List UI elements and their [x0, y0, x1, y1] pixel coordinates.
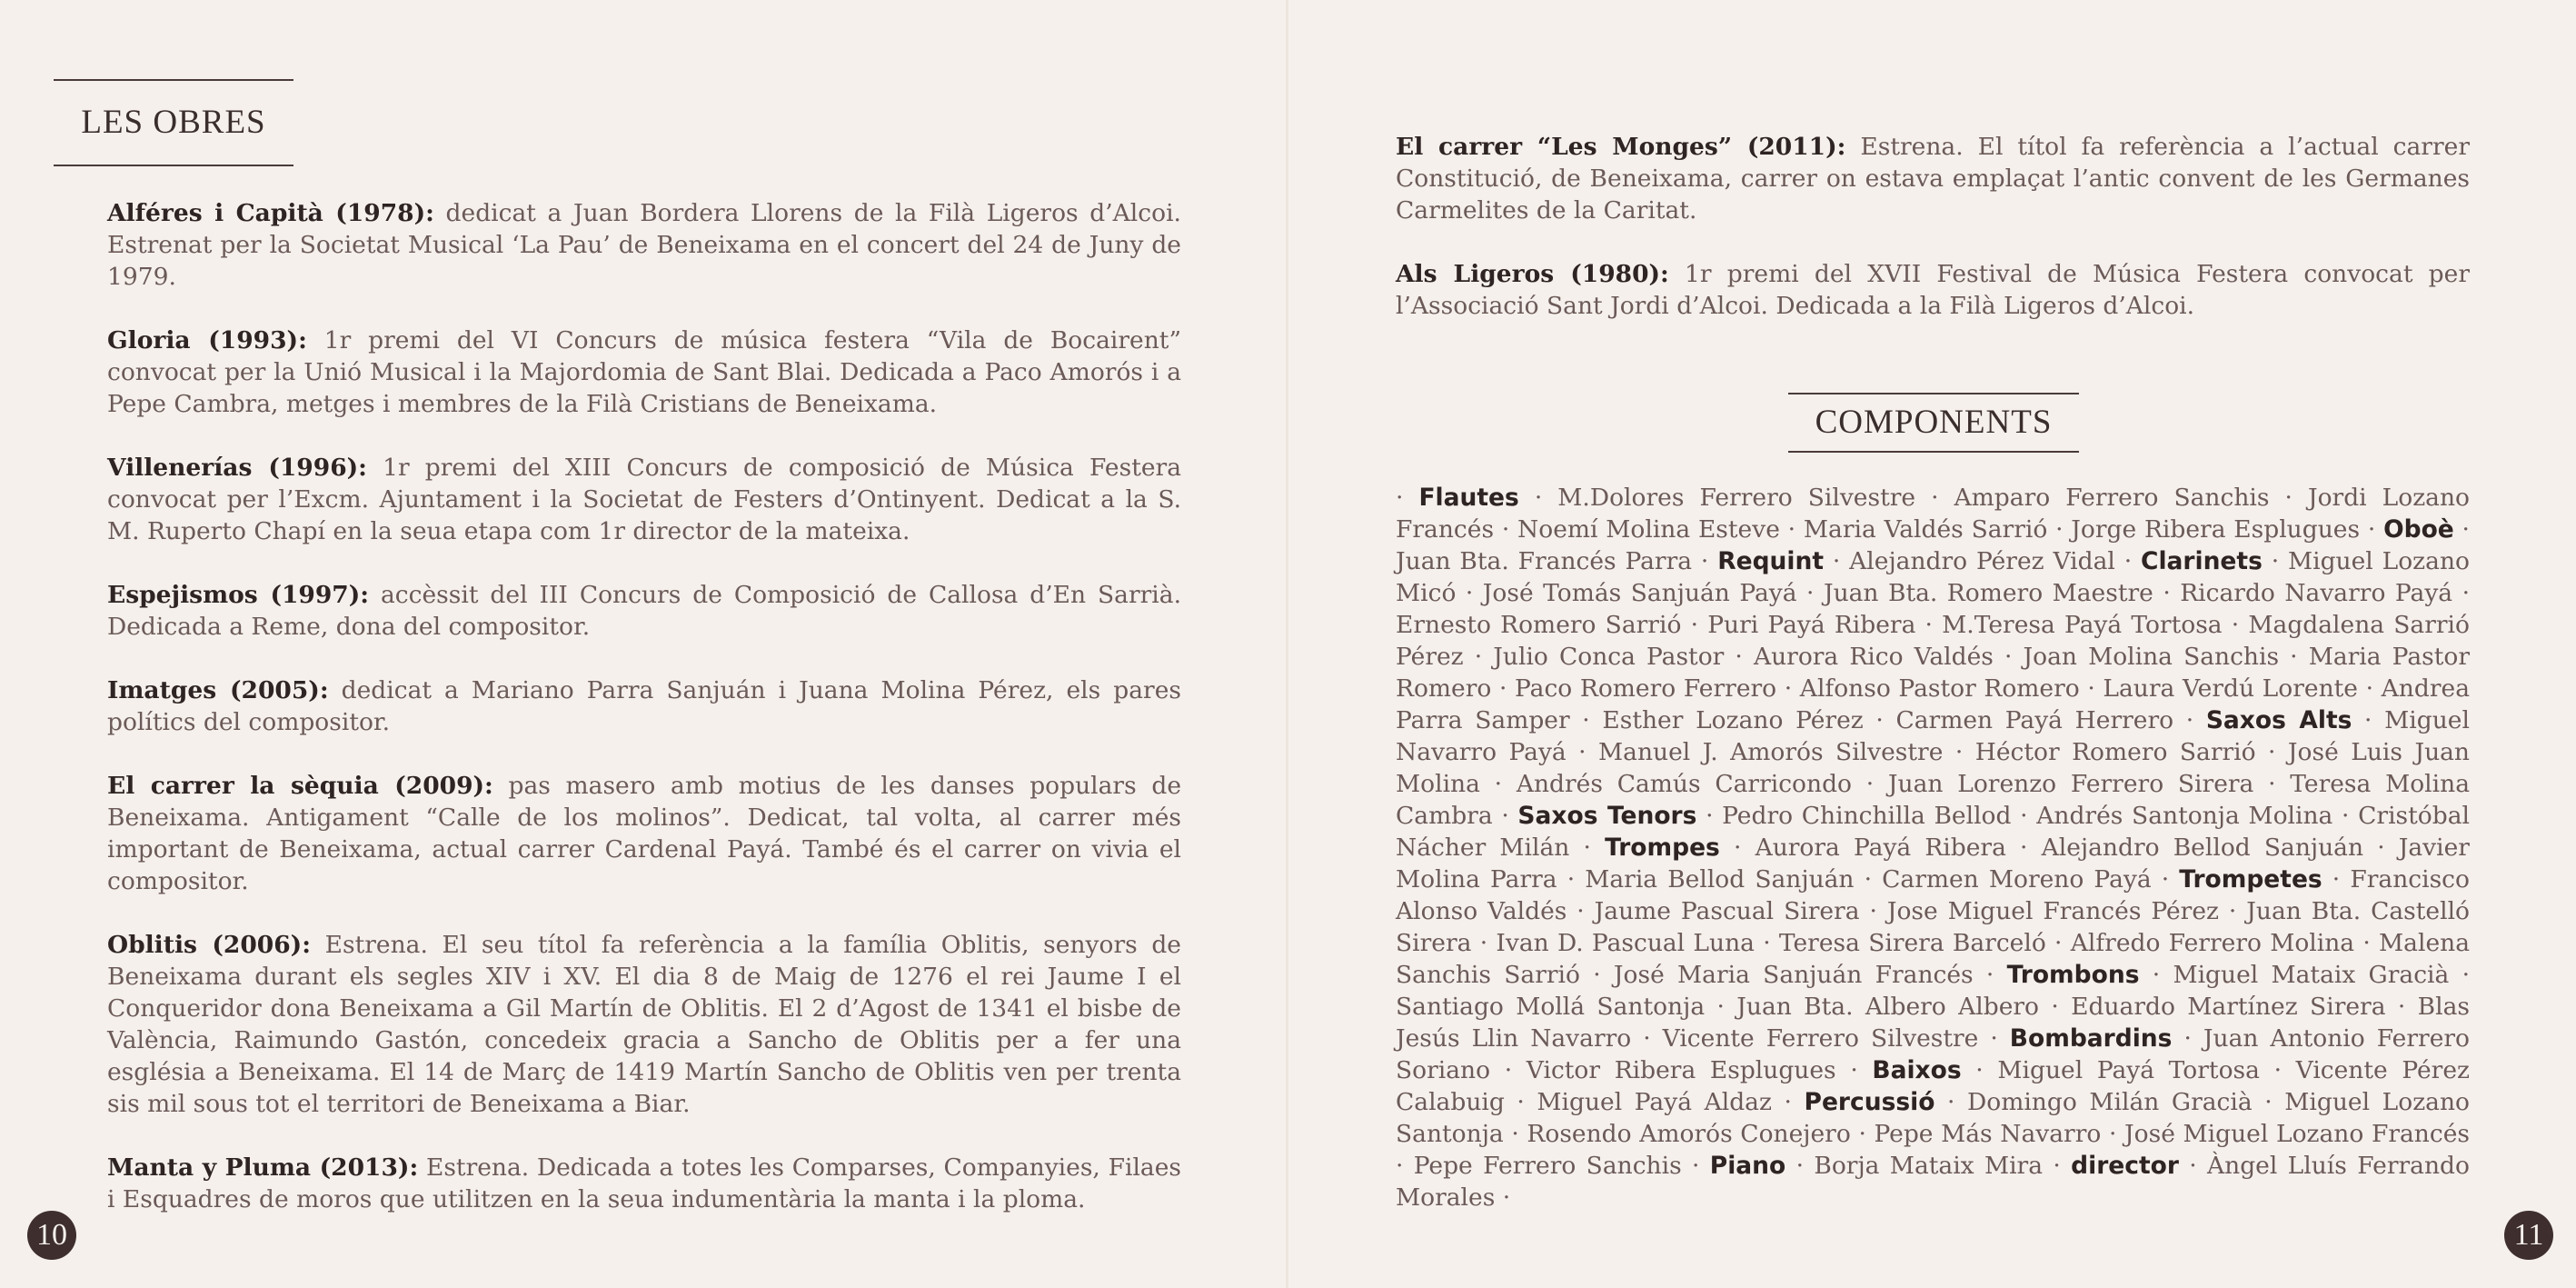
- work-title: Alféres i Capità (1978):: [107, 199, 434, 227]
- work-title: Espejismos (1997):: [107, 581, 370, 609]
- separator: ·: [2178, 1152, 2207, 1180]
- member-names: Miguel Navarro Payá · Manuel J. Amorós Silvestre · Héctor Romero Sarrió · José Luis Juan Molina · Andrés Camús Carricondo · Juan Lorenzo Ferrero Sirera · Teresa Molina Cambra: [1396, 706, 2470, 830]
- member-names: Miguel Mataix Gracià · Santiago Mollá Santonja · Juan Bta. Albero Albero · Eduardo Martínez Sirera · Blas Jesús Llin Navarro · Vicente Ferrero Silvestre: [1396, 961, 2470, 1053]
- separator: ·: [1501, 802, 1518, 830]
- separator: ·: [2123, 547, 2141, 575]
- work-entry: [107, 1152, 1181, 1215]
- work-title: Villenerías (1996):: [107, 454, 367, 482]
- separator: ·: [2185, 706, 2206, 734]
- member-names: Borja Mataix Mira: [1814, 1152, 2054, 1180]
- work-entry: [107, 674, 1181, 738]
- work-title: El carrer la sèquia (2009):: [107, 772, 493, 800]
- section-heading-text: LES OBRES: [81, 104, 266, 141]
- section-heading-components: [1788, 393, 2079, 453]
- work-entry: [107, 324, 1181, 420]
- instrument-section: Baixos: [1872, 1056, 1962, 1084]
- instrument-section: Oboè: [2383, 515, 2454, 544]
- separator: ·: [2322, 865, 2351, 894]
- member-names: Miguel Payá Tortosa · Vicente Pérez Calabuig · Miguel Payá Aldaz: [1396, 1056, 2470, 1116]
- separator: ·: [2053, 1152, 2072, 1180]
- work-title: El carrer “Les Monges” (2011):: [1396, 133, 1846, 161]
- separator: ·: [2262, 547, 2288, 575]
- separator: ·: [1518, 484, 1558, 512]
- work-description: 1r premi del XVII Festival de Música Festera convocat per l’Associació Sant Jordi d’Alcoi. Dedicada a la Filà Ligeros d’Alcoi.: [1396, 260, 2470, 320]
- instrument-section: Requint: [1717, 547, 1825, 575]
- member-names: Francisco Alonso Valdés · Jaume Pascual Sirera · Jose Miguel Francés Pérez · Juan Bta. Castelló Sirera · Ivan D. Pascual Luna · Teresa Sirera Barceló · Alfredo Ferrero Molina · Malena Sanchis Sarrió · José Maria Sanjuán Francés: [1396, 865, 2470, 989]
- separator: ·: [1985, 961, 2007, 989]
- separator: ·: [2161, 865, 2180, 894]
- separator: ·: [1824, 547, 1850, 575]
- section-heading-les-obres: [54, 79, 293, 166]
- instrument-section: Trompetes: [2179, 865, 2322, 894]
- work-description: 1r premi del XIII Concurs de composició de Música Festera convocat per l’Excm. Ajuntament i la Societat de Festers d’Ontinyent. Dedicat a la S. M. Ruperto Chapí en la seua etapa com 1r director de la mateixa.: [107, 454, 1181, 545]
- work-entry: [1396, 131, 2470, 226]
- work-entry: [107, 579, 1181, 643]
- work-description: dedicat a Mariano Parra Sanjuán i Juana Molina Pérez, els pares polítics del compositor.: [107, 676, 1181, 736]
- separator: ·: [1990, 1024, 2010, 1053]
- page-number: 11: [2504, 1211, 2553, 1260]
- page-number: 10: [27, 1211, 76, 1260]
- work-title: Als Ligeros (1980):: [1396, 260, 1669, 288]
- separator: ·: [1692, 1152, 1710, 1180]
- separator: ·: [1696, 802, 1723, 830]
- separator: ·: [1961, 1056, 1998, 1084]
- member-names: Juan Antonio Ferrero Soriano · Victor Ribera Esplugues: [1396, 1024, 2470, 1084]
- work-description: 1r premi del VI Concurs de música festera “Vila de Bocairent” convocat per la Unió Musical i la Majordomia de Sant Blai. Dedicada a Paco Amorós i a Pepe Cambra, metges i membres de la Filà Cristians de Beneixama.: [107, 326, 1181, 418]
- work-title: Imatges (2005):: [107, 676, 329, 704]
- work-entry: [1396, 258, 2470, 322]
- separator: ·: [1583, 834, 1606, 862]
- instrument-section: Clarinets: [2141, 547, 2263, 575]
- components-list: [1396, 482, 2470, 1213]
- left-page: [0, 0, 1286, 1288]
- separator: ·: [1719, 834, 1755, 862]
- instrument-section: Flautes: [1418, 484, 1519, 512]
- section-heading-text: COMPONENTS: [1815, 404, 2053, 441]
- work-description: Estrena. Dedicada a totes les Comparses, Companyies, Filaes i Esquadres de moros que utilitzen en la seua indumentària la manta i la ploma.: [107, 1153, 1181, 1213]
- separator: ·: [2367, 515, 2384, 544]
- member-names: Juan Bta. Francés Parra: [1396, 547, 1701, 575]
- works-list-continued: [1396, 131, 2470, 354]
- work-description: pas masero amb motius de les danses populars de Beneixama. Antigament “Calle de los molinos”. Dedicat, tal volta, al carrer més important de Beneixama, actual carrer Cardenal Payá. També és el carrer on vivia el compositor.: [107, 772, 1181, 895]
- work-entry: [107, 929, 1181, 1120]
- separator: ·: [1396, 484, 1419, 512]
- separator: ·: [1850, 1056, 1873, 1084]
- instrument-section: director: [2071, 1152, 2179, 1180]
- right-page: [1288, 0, 2576, 1288]
- work-description: dedicat a Juan Bordera Llorens de la Filà Ligeros d’Alcoi. Estrenat per la Societat Musical ‘La Pau’ de Beneixama en el concert del 24 de Juny de 1979.: [107, 199, 1181, 291]
- separator: ·: [2172, 1024, 2203, 1053]
- member-names: Alejandro Pérez Vidal: [1849, 547, 2124, 575]
- separator: ·: [2352, 706, 2385, 734]
- member-names: Domingo Milán Gracià · Miguel Lozano Santonja · Rosendo Amorós Conejero · Pepe Más Navarro · José Miguel Lozano Francés · Pepe Ferrero Sanchis: [1396, 1088, 2470, 1180]
- member-names: Aurora Payá Ribera · Alejandro Bellod Sanjuán · Javier Molina Parra · Maria Bellod Sanjuán · Carmen Moreno Payá: [1396, 834, 2470, 894]
- work-title: Gloria (1993):: [107, 326, 307, 354]
- work-entry: [107, 197, 1181, 293]
- member-names: Àngel Lluís Ferrando Morales ·: [1396, 1152, 2470, 1212]
- separator: ·: [2453, 515, 2470, 544]
- work-description: accèssit del III Concurs de Composició de Callosa d’En Sarrià. Dedicada a Reme, dona del compositor.: [107, 581, 1181, 641]
- instrument-section: Saxos Alts: [2205, 706, 2352, 734]
- separator: ·: [1934, 1088, 1967, 1116]
- work-description: Estrena. El seu títol fa referència a la família Oblitis, senyors de Beneixama durant els segles XIV i XV. El dia 8 de Maig de 1276 el rei Jaume I el Conqueridor dona Beneixama a Gil Martín de Oblitis. El 2 d’Agost de 1341 el bisbe de València, Raimundo Gastón, concedeix gracia a Sancho de Oblitis per a fer una església a Beneixama. El 14 de Març de 1419 Martín Sancho de Oblitis ven per trenta sis mil sous tot el territori de Beneixama a Biar.: [107, 931, 1181, 1118]
- member-names: Pedro Chinchilla Bellod · Andrés Santonja Molina · Cristóbal Nácher Milán: [1396, 802, 2470, 862]
- separator: ·: [1785, 1152, 1815, 1180]
- instrument-section: Saxos Tenors: [1517, 802, 1697, 830]
- member-names: Miguel Lozano Micó · José Tomás Sanjuán Payá · Juan Bta. Romero Maestre · Ricardo Navarro Payá · Ernesto Romero Sarrió · Puri Payá Ribera · M.Teresa Payá Tortosa · Magdalena Sarrió Pérez · Julio Conca Pastor · Aurora Rico Valdés · Joan Molina Sanchis · Maria Pastor Romero · Paco Romero Ferrero · Alfonso Pastor Romero · Laura Verdú Lorente · Andrea Parra Samper · Esther Lozano Pérez · Carmen Payá Herrero: [1396, 547, 2470, 734]
- instrument-section: Trompes: [1605, 834, 1720, 862]
- instrument-section: Percussió: [1804, 1088, 1935, 1116]
- instrument-section: Bombardins: [2009, 1024, 2173, 1053]
- separator: ·: [1784, 1088, 1805, 1116]
- works-list: [107, 197, 1181, 1247]
- work-entry: [107, 770, 1181, 897]
- work-entry: [107, 452, 1181, 547]
- member-names: M.Dolores Ferrero Silvestre · Amparo Ferrero Sanchis · Jordi Lozano Francés · Noemí Molina Esteve · Maria Valdés Sarrió · Jorge Ribera Esplugues: [1396, 484, 2470, 544]
- separator: ·: [2139, 961, 2173, 989]
- separator: ·: [1700, 547, 1718, 575]
- work-title: Oblitis (2006):: [107, 931, 312, 959]
- work-title: Manta y Pluma (2013):: [107, 1153, 419, 1182]
- work-description: Estrena. El títol fa referència a l’actual carrer Constitució, de Beneixama, carrer on estava emplaçat l’antic convent de les Germanes Carmelites de la Caritat.: [1396, 133, 2470, 225]
- instrument-section: Trombons: [2006, 961, 2140, 989]
- instrument-section: Piano: [1709, 1152, 1786, 1180]
